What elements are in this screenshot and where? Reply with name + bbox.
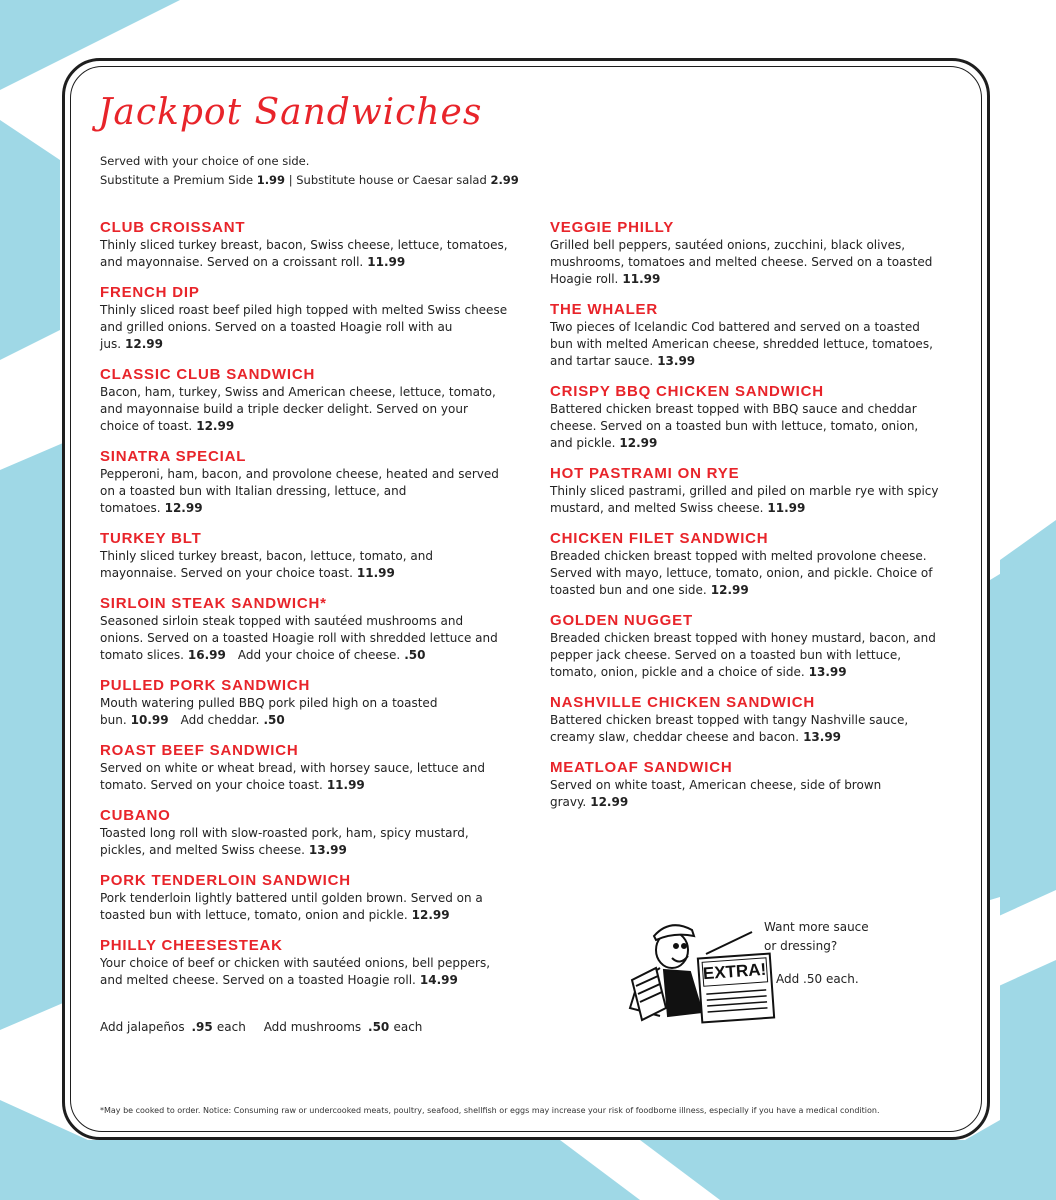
menu-item-name: CLASSIC CLUB SANDWICH bbox=[100, 366, 316, 383]
menu-item-name: CRISPY BBQ CHICKEN SANDWICH bbox=[550, 383, 824, 400]
menu-item bbox=[100, 284, 510, 353]
menu-item-description bbox=[550, 401, 940, 452]
extra-add-text: Add .50 each. bbox=[776, 972, 859, 986]
menu-item-description bbox=[100, 760, 510, 794]
menu-item-price: 13.99 bbox=[308, 843, 347, 857]
extra-question bbox=[764, 918, 869, 956]
menu-item-description bbox=[550, 237, 940, 288]
menu-item-description bbox=[100, 466, 510, 517]
extra-question-line1: Want more sauce bbox=[764, 920, 869, 934]
menu-item-name: PHILLY CHEESESTEAK bbox=[100, 937, 283, 954]
salad-price: 2.99 bbox=[490, 173, 519, 187]
menu-item-extra-price: .50 bbox=[404, 648, 426, 662]
menu-item-name: SINATRA SPECIAL bbox=[100, 448, 247, 465]
menu-item-name: HOT PASTRAMI ON RYE bbox=[550, 465, 740, 482]
menu-item-price: 11.99 bbox=[326, 778, 365, 792]
menu-item bbox=[100, 937, 510, 989]
menu-item-name: VEGGIE PHILLY bbox=[550, 219, 675, 236]
intro-line1: Served with your choice of one side. bbox=[100, 154, 310, 168]
menu-item-extra: Add cheddar. bbox=[180, 713, 260, 727]
menu-item-name: MEATLOAF SANDWICH bbox=[550, 759, 733, 776]
intro-line2 bbox=[100, 171, 519, 190]
menu-item-desc-text: Mouth watering pulled BBQ pork piled high on a toasted bun. bbox=[100, 696, 438, 727]
premium-side-label: Substitute a Premium Side bbox=[100, 173, 254, 187]
menu-item-desc-text: Toasted long roll with slow-roasted pork, ham, spicy mustard, pickles, and melted Swiss cheese. bbox=[100, 826, 469, 857]
addons-line bbox=[100, 1020, 436, 1034]
mushrooms-label: Add mushrooms bbox=[263, 1020, 362, 1034]
menu-item-price: 14.99 bbox=[419, 973, 458, 987]
footnote: *May be cooked to order. Notice: Consuming raw or undercooked meats, poultry, seafood, shellfish or eggs may increase your risk of foodborne illness, especially if you have a medical condition. bbox=[100, 1106, 880, 1115]
menu-item-name: CHICKEN FILET SANDWICH bbox=[550, 530, 769, 547]
menu-item-price: 13.99 bbox=[803, 730, 842, 744]
menu-item-name: GOLDEN NUGGET bbox=[550, 612, 693, 629]
menu-item-description bbox=[550, 319, 940, 370]
menu-item-description bbox=[100, 955, 510, 989]
intro-text bbox=[100, 152, 519, 190]
menu-item-name: PULLED PORK SANDWICH bbox=[100, 677, 311, 694]
menu-item-name: FRENCH DIP bbox=[100, 284, 200, 301]
menu-item-description bbox=[550, 777, 940, 811]
menu-item-price: 11.99 bbox=[767, 501, 806, 515]
menu-item-name: PORK TENDERLOIN SANDWICH bbox=[100, 872, 351, 889]
menu-item-price: 12.99 bbox=[590, 795, 629, 809]
menu-item-desc-text: Served on white or wheat bread, with horsey sauce, lettuce and tomato. Served on your choice toast. bbox=[100, 761, 485, 792]
menu-item bbox=[550, 530, 940, 599]
menu-column-right bbox=[550, 219, 940, 824]
menu-item-desc-text: Bacon, ham, turkey, Swiss and American cheese, lettuce, tomato, and mayonnaise build a triple decker delight. Served on your choice of toast. bbox=[100, 385, 496, 433]
menu-item-desc-text: Thinly sliced turkey breast, bacon, lettuce, tomato, and mayonnaise. Served on your choice toast. bbox=[100, 549, 433, 580]
menu-column-left bbox=[100, 219, 510, 1002]
menu-item bbox=[550, 759, 940, 811]
mushrooms-price: .50 each bbox=[368, 1020, 423, 1034]
menu-item bbox=[100, 219, 510, 271]
menu-item bbox=[100, 677, 510, 729]
menu-item-price: 13.99 bbox=[657, 354, 696, 368]
menu-item-desc-text: Thinly sliced roast beef piled high topped with melted Swiss cheese and grilled onions. Served on a toasted Hoagie roll with au jus. bbox=[100, 303, 508, 351]
menu-item-price: 16.99 bbox=[187, 648, 226, 662]
menu-item-description bbox=[100, 548, 510, 582]
menu-item bbox=[550, 612, 940, 681]
menu-item-price: 11.99 bbox=[622, 272, 661, 286]
menu-item-price: 10.99 bbox=[130, 713, 169, 727]
menu-item bbox=[100, 742, 510, 794]
menu-item-desc-text: Served on white toast, American cheese, side of brown gravy. bbox=[550, 778, 882, 809]
menu-item-price: 11.99 bbox=[367, 255, 406, 269]
menu-item bbox=[550, 383, 940, 452]
menu-item-name: CUBANO bbox=[100, 807, 171, 824]
menu-item-description bbox=[100, 613, 510, 664]
menu-item-desc-text: Battered chicken breast topped with tangy Nashville sauce, creamy slaw, cheddar cheese and bacon. bbox=[550, 713, 909, 744]
menu-item-desc-text: Seasoned sirloin steak topped with sautéed mushrooms and onions. Served on a toasted Hoagie roll with shredded lettuce and tomato slices. bbox=[100, 614, 498, 662]
menu-item bbox=[100, 366, 510, 435]
menu-item-price: 12.99 bbox=[710, 583, 749, 597]
menu-item-description bbox=[100, 302, 510, 353]
menu-item-desc-text: Two pieces of Icelandic Cod battered and served on a toasted bun with melted American cheese, shredded lettuce, tomatoes, and tartar sauce. bbox=[550, 320, 933, 368]
menu-title: Jackpot Sandwiches bbox=[98, 92, 483, 133]
menu-item-description bbox=[100, 890, 510, 924]
menu-item-name: NASHVILLE CHICKEN SANDWICH bbox=[550, 694, 815, 711]
menu-item bbox=[550, 694, 940, 746]
menu-item bbox=[100, 595, 510, 664]
menu-item-name: ROAST BEEF SANDWICH bbox=[100, 742, 299, 759]
menu-item-desc-text: Your choice of beef or chicken with sautéed onions, bell peppers, and melted cheese. Served on a toasted Hoagie roll. bbox=[100, 956, 491, 987]
menu-item-price: 12.99 bbox=[619, 436, 658, 450]
menu-item bbox=[550, 301, 940, 370]
extra-sign-text: EXTRA! bbox=[702, 959, 767, 984]
menu-item bbox=[100, 872, 510, 924]
menu-item-name: SIRLOIN STEAK SANDWICH* bbox=[100, 595, 327, 612]
menu-item-desc-text: Battered chicken breast topped with BBQ sauce and cheddar cheese. Served on a toasted bun with lettuce, tomato, onion, and pickle. bbox=[550, 402, 919, 450]
menu-item-price: 11.99 bbox=[356, 566, 395, 580]
premium-side-price: 1.99 bbox=[256, 173, 286, 187]
menu-item-desc-text: Pepperoni, ham, bacon, and provolone cheese, heated and served on a toasted bun with Italian dressing, lettuce, and tomatoes. bbox=[100, 467, 499, 515]
menu-item-price: 12.99 bbox=[125, 337, 163, 351]
menu-item-description bbox=[550, 483, 940, 517]
menu-item-description bbox=[100, 825, 510, 859]
menu-item bbox=[100, 807, 510, 859]
menu-item-price: 13.99 bbox=[808, 665, 847, 679]
menu-item-extra: Add your choice of cheese. bbox=[237, 648, 401, 662]
menu-item-name: CLUB CROISSANT bbox=[100, 219, 246, 236]
menu-item-name: TURKEY BLT bbox=[100, 530, 202, 547]
menu-item bbox=[550, 219, 940, 288]
jalapenos-label: Add jalapeños bbox=[100, 1020, 185, 1034]
menu-item-price: 12.99 bbox=[164, 501, 203, 515]
menu-item bbox=[550, 465, 940, 517]
menu-item-extra-price: .50 bbox=[263, 713, 285, 727]
menu-item-desc-text: Pork tenderloin lightly battered until golden brown. Served on a toasted bun with lettuce, tomato, onion and pickle. bbox=[100, 891, 483, 922]
salad-label: Substitute house or Caesar salad bbox=[296, 173, 487, 187]
menu-item bbox=[100, 448, 510, 517]
menu-item bbox=[100, 530, 510, 582]
menu-item-desc-text: Thinly sliced turkey breast, bacon, Swiss cheese, lettuce, tomatoes, and mayonnaise. Served on a croissant roll. bbox=[100, 238, 508, 269]
menu-item-description bbox=[100, 384, 510, 435]
menu-item-description bbox=[100, 695, 510, 729]
extra-question-line2: or dressing? bbox=[764, 939, 838, 953]
menu-item-description bbox=[100, 237, 510, 271]
menu-item-desc-text: Breaded chicken breast topped with honey mustard, bacon, and pepper jack cheese. Served on a toasted bun with lettuce, tomato, onion, pickle and a choice of side. bbox=[550, 631, 936, 679]
menu-item-description bbox=[550, 630, 940, 681]
menu-item-desc-text: Breaded chicken breast topped with melted provolone cheese. Served with mayo, lettuce, tomato, onion, and pickle. Choice of toasted bun and one side. bbox=[550, 549, 933, 597]
menu-item-desc-text: Grilled bell peppers, sautéed onions, zucchini, black olives, mushrooms, tomatoes and melted cheese. Served on a toasted Hoagie roll. bbox=[550, 238, 933, 286]
menu-item-description bbox=[550, 712, 940, 746]
jalapenos-price: .95 each bbox=[191, 1020, 246, 1034]
menu-item-description bbox=[550, 548, 940, 599]
menu-item-price: 12.99 bbox=[411, 908, 450, 922]
menu-item-price: 12.99 bbox=[196, 419, 235, 433]
menu-item-desc-text: Thinly sliced pastrami, grilled and piled on marble rye with spicy mustard, and melted Swiss cheese. bbox=[550, 484, 939, 515]
intro-separator: | bbox=[288, 173, 293, 187]
menu-item-name: THE WHALER bbox=[550, 301, 658, 318]
